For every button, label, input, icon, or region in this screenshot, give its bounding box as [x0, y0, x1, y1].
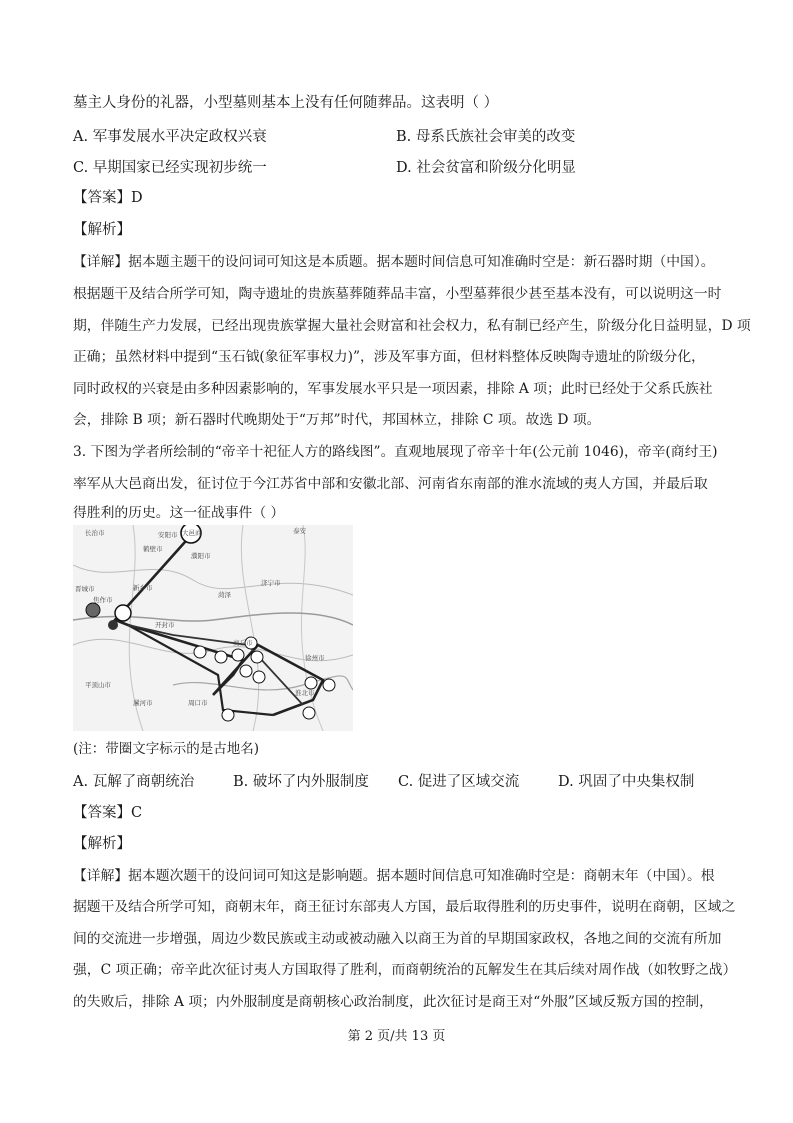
- q3-detail-line: 的失败后，排除 A 项；内外服制度是商朝核心政治制度，此次征讨是商王对“外服”区域反叛方国的控制，: [73, 994, 713, 1010]
- q3-detail-line: 间的交流进一步增强，周边少数民族或主动或被动融入以商王为首的早期国家政权，各地之间的交流有所加: [73, 931, 722, 947]
- map-label: 濮阳市: [191, 552, 211, 560]
- q3-analysis-title: 【解析】: [73, 836, 131, 852]
- q3-detail-line: 据题干及结合所学可知，商朝末年，商王征讨东部夷人方国，最后取得胜利的历史事件，说明在商朝，区域之: [73, 899, 736, 915]
- map-note: (注：带圈文字标示的是古地名): [73, 741, 260, 757]
- page-footer: 第 2 页/共 13 页: [347, 1029, 446, 1044]
- route-map-svg: [73, 525, 353, 731]
- map-label: 安阳市: [158, 531, 178, 539]
- route-map: [73, 525, 353, 731]
- ancient-site-marker: [323, 679, 335, 691]
- q2-stem-tail: 墓主人身份的礼器，小型墓则基本上没有任何随葬品。这表明（ ）: [73, 95, 499, 111]
- map-label: 大邑商: [182, 529, 202, 537]
- q3-option-a: A. 瓦解了商朝统治: [73, 774, 195, 790]
- q3-stem-line: 3. 下图为学者所绘制的“帝辛十祀征人方的路线图”。直观地展现了帝辛十年(公元前 1046)，帝辛(商纣王): [73, 444, 718, 460]
- q3-option-d: D. 巩固了中央集权制: [558, 774, 695, 790]
- map-label: 济宁市: [261, 579, 281, 587]
- map-label: 平顶山市: [85, 681, 111, 689]
- q2-detail-line: 同时政权的兴衰是由多种因素影响的，军事发展水平只是一项因素，排除 A 项；此时已经处于父系氏族社: [73, 381, 713, 397]
- map-label: 徐州市: [305, 654, 325, 662]
- q2-option-c: C. 早期国家已经实现初步统一: [73, 160, 267, 176]
- map-label: 开封市: [155, 621, 175, 629]
- map-label: 长治市: [85, 529, 105, 537]
- q2-option-b: B. 母系氏族社会审美的改变: [396, 129, 576, 145]
- map-label: 焦作市: [93, 596, 113, 604]
- q2-option-d: D. 社会贫富和阶级分化明显: [396, 160, 576, 176]
- ancient-site-marker: [240, 665, 252, 677]
- ancient-site-marker: [253, 671, 265, 683]
- q2-option-a: A. 军事发展水平决定政权兴衰: [73, 129, 267, 145]
- ancient-site-marker: [115, 605, 131, 621]
- q3-option-b: B. 破坏了内外服制度: [233, 774, 369, 790]
- q3-stem-line: 得胜利的历史。这一征战事件（ ）: [73, 505, 285, 521]
- map-label: 晋城市: [75, 585, 95, 593]
- ancient-site-marker: [305, 677, 317, 689]
- ancient-site-marker: [215, 651, 227, 663]
- map-label: 商丘市: [233, 639, 253, 647]
- q2-detail-line: 【详解】据本题主题干的设问词可知这是本质题。据本题时间信息可知准确时空是：新石器时期（中国）。: [73, 254, 715, 270]
- ancient-site-marker: [86, 603, 100, 617]
- map-label: 新乡市: [133, 584, 153, 592]
- ancient-site-marker: [108, 620, 118, 630]
- q2-detail-line: 正确；虽然材料中提到“玉石钺(象征军事权力)”，涉及军事方面，但材料整体反映陶寺遗址的阶级分化，: [73, 349, 705, 365]
- q3-answer: 【答案】C: [73, 805, 143, 821]
- ancient-site-marker: [303, 707, 315, 719]
- q2-detail-line: 会，排除 B 项；新石器时代晚期处于“万邦”时代，邦国林立，排除 C 项。故选 D 项。: [73, 412, 601, 428]
- ancient-site-marker: [251, 651, 263, 663]
- ancient-site-marker: [194, 646, 206, 658]
- ancient-site-marker: [232, 649, 244, 661]
- q3-detail-line: 【详解】据本题次题干的设问词可知这是影响题。据本题时间信息可知准确时空是：商朝末年（中国）。根: [73, 868, 715, 884]
- ancient-site-marker: [222, 709, 234, 721]
- q2-detail-line: 期，伴随生产力发展，已经出现贵族掌握大量社会财富和社会权力，私有制已经产生，阶级分化日益明显，D 项: [73, 318, 751, 334]
- map-label: 淮北市: [295, 689, 315, 697]
- q2-answer: 【答案】D: [73, 190, 143, 206]
- q3-detail-line: 强，C 项正确；帝辛此次征讨夷人方国取得了胜利，而商朝统治的瓦解发生在其后续对周作战（如牧野之战）: [73, 962, 737, 978]
- map-label: 漯河市: [133, 699, 153, 707]
- q3-option-c: C. 促进了区域交流: [398, 774, 520, 790]
- map-label: 泰安: [293, 527, 306, 535]
- q2-detail-line: 根据题干及结合所学可知，陶寺遗址的贵族墓葬随葬品丰富，小型墓葬很少甚至基本没有，可以说明这一时: [73, 286, 722, 302]
- q3-stem-line: 率军从大邑商出发，征讨位于今江苏省中部和安徽北部、河南省东南部的淮水流域的夷人方国，并最后取: [73, 476, 708, 492]
- q2-analysis-title: 【解析】: [73, 222, 131, 238]
- map-label: 周口市: [188, 699, 208, 707]
- map-label: 菏泽: [218, 591, 231, 599]
- map-label: 鹤壁市: [143, 545, 163, 553]
